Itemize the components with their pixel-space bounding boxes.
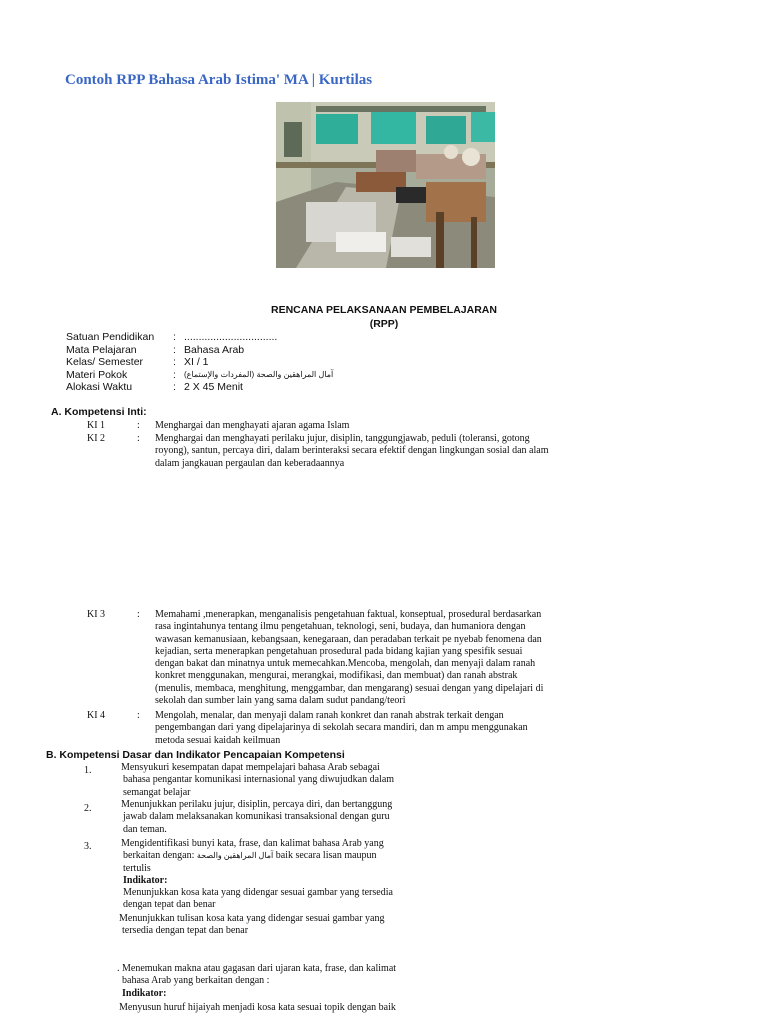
identity-value-arabic: آمال المراهقين والصحة (المفردات والإستماع)	[184, 369, 334, 379]
kd4-line: bahasa Arab yang berkaitan dengan :	[122, 975, 270, 987]
ki4-sep: :	[137, 710, 140, 721]
ki3-line: sekolah dan sumber lain yang sama dalam sudut pandang/teori	[155, 695, 406, 707]
identity-label: Alokasi Waktu	[66, 381, 133, 393]
ki3-line: wawasan kemanusiaan, kebangsaan, kenegaraan, dan peradaban terkait pe nyebab fenomena dan	[155, 633, 542, 645]
kd1-line: Mensyukuri kesempatan dapat mempelajari bahasa Arab sebagai	[121, 762, 380, 773]
kd3-indikator2-line: Menunjukkan tulisan kosa kata yang didengar sesuai gambar yang	[119, 913, 385, 924]
ki4-line: pengembangan dari yang dipelajarinya di sekolah secara mandiri, dan m ampu menggunakan	[155, 722, 528, 734]
kd3-line	[121, 850, 393, 862]
ki4-text	[155, 710, 528, 747]
ki1-text: Menghargai dan menghayati ajaran agama Islam	[155, 420, 350, 431]
identity-sep: :	[173, 331, 176, 343]
identity-value: Bahasa Arab	[184, 343, 245, 356]
identity-value: XI / 1	[184, 356, 209, 368]
kd3-text	[121, 838, 393, 912]
kd3-num: 3.	[84, 841, 92, 852]
ki3-key: KI 3	[87, 609, 106, 620]
ki3-line: Memahami ,menerapkan, menganalisis pengetahuan faktual, konseptual, prosedural berdasarkan	[155, 609, 542, 620]
classroom-photo-icon	[276, 102, 495, 268]
identity-label: Kelas/ Semester	[66, 356, 144, 368]
kd4-indikator-label: Indikator:	[122, 987, 167, 999]
doc-heading: RENCANA PELAKSANAAN PEMBELAJARAN	[271, 304, 497, 316]
section-a-heading: A. Kompetensi Inti:	[51, 406, 147, 418]
identity-sep: :	[173, 356, 176, 368]
identity-sep: :	[173, 343, 176, 356]
ki3-text	[155, 609, 543, 707]
ki3-sep: :	[137, 609, 140, 620]
kd4-text	[117, 963, 396, 1000]
kd3-indikator2	[119, 913, 384, 938]
ki1-key: KI 1	[87, 420, 106, 431]
kd2-text	[121, 799, 392, 836]
doc-subheading: (RPP)	[369, 318, 399, 330]
ki3-line: rasa ingintahunya tentang ilmu pengetahuan, teknologi, seni, budaya, dan humaniora dengan	[155, 621, 526, 633]
ki3-line: konkret menggunakan, mengurai, merangkai, modifikasi, dan membuat) dan ranah abstrak	[155, 670, 518, 682]
identity-value: ................................	[184, 331, 278, 343]
kd4-last-line: Menyusun huruf hijaiyah menjadi kosa kata sesuai topik dengan baik	[119, 1002, 396, 1013]
kd3-line2-arabic: آمال المراهقين والصحة	[196, 851, 274, 861]
identity-label: Satuan Pendidikan	[66, 331, 155, 343]
identity-seps	[173, 331, 176, 394]
section-b-heading: B. Kompetensi Dasar dan Indikator Pencapaian Kompetensi	[46, 749, 345, 761]
kd3-line2-post: baik secara lisan maupun	[273, 850, 377, 862]
kd1-text	[121, 762, 394, 799]
identity-sep: :	[173, 368, 176, 381]
identity-sep: :	[173, 381, 176, 393]
ki2-line: royong), santun, percaya diri, dalam berinteraksi secara efektif dengan lingkungan sosial dan alam	[155, 445, 549, 457]
kd3-indikator2-line: tersedia dengan tepat dan benar	[122, 925, 249, 937]
kd1-num: 1.	[84, 765, 92, 776]
kd3-indikator-label: Indikator:	[123, 874, 168, 886]
ki4-line: metoda sesuai kaidah keilmuan	[155, 734, 281, 746]
identity-value: 2 X 45 Menit	[184, 381, 243, 393]
ki3-line: (menulis, membaca, menghitung, menggambar, dan mengarang) sesuai dengan yang dipelajari di	[155, 682, 544, 694]
ki2-text	[155, 433, 548, 470]
kd3-line: tertulis	[123, 862, 151, 874]
identity-values	[184, 331, 333, 394]
kd1-line: bahasa pengantar komunikasi internasional yang diwujudkan dalam	[123, 774, 395, 786]
ki2-sep: :	[137, 433, 140, 444]
kd1-line: semangat belajar	[123, 786, 191, 798]
kd3-indikator-line: Menunjukkan kosa kata yang didengar sesuai gambar yang tersedia	[123, 887, 393, 899]
kd3-line: Mengidentifikasi bunyi kata, frase, dan kalimat bahasa Arab yang	[121, 838, 384, 849]
ki3-line: dengan bakat dan minatnya untuk memecahkan.Mencoba, mengolah, dan menyaji dalam ranah	[155, 658, 536, 670]
ki2-key: KI 2	[87, 433, 106, 444]
kd4-line: . Menemukan makna atau gagasan dari ujaran kata, frase, dan kalimat	[117, 963, 397, 974]
kd2-line: jawab dalam melaksanakan komunikasi transaksional dengan guru	[123, 811, 390, 823]
ki3-line: kejadian, serta menerapkan pengetahuan prosedural pada bidang kajian yang spesifik sesuai	[155, 645, 523, 657]
ki4-key: KI 4	[87, 710, 106, 721]
ki2-line: dalam jangkauan pergaulan dan keberadaannya	[155, 457, 345, 469]
kd3-line2-pre: berkaitan dengan:	[123, 850, 197, 862]
kd3-indikator-line: dengan tepat dan benar	[123, 899, 216, 911]
identity-label: Mata Pelajaran	[66, 343, 137, 356]
ki4-line: Mengolah, menalar, dan menyaji dalam ranah konkret dan ranah abstrak terkait dengan	[155, 710, 504, 721]
kd2-line: Menunjukkan perilaku jujur, disiplin, percaya diri, dan bertanggung	[121, 799, 393, 810]
classroom-photo	[276, 102, 495, 268]
identity-label: Materi Pokok	[66, 368, 128, 381]
ki2-line: Menghargai dan menghayati perilaku jujur, disiplin, tanggungjawab, peduli (toleransi, gotong	[155, 433, 530, 444]
kd2-num: 2.	[84, 803, 92, 814]
ki1-sep: :	[137, 420, 140, 431]
page-title: Contoh RPP Bahasa Arab Istima' MA | Kurtilas	[65, 72, 373, 88]
kd2-line: dan teman.	[123, 823, 167, 835]
